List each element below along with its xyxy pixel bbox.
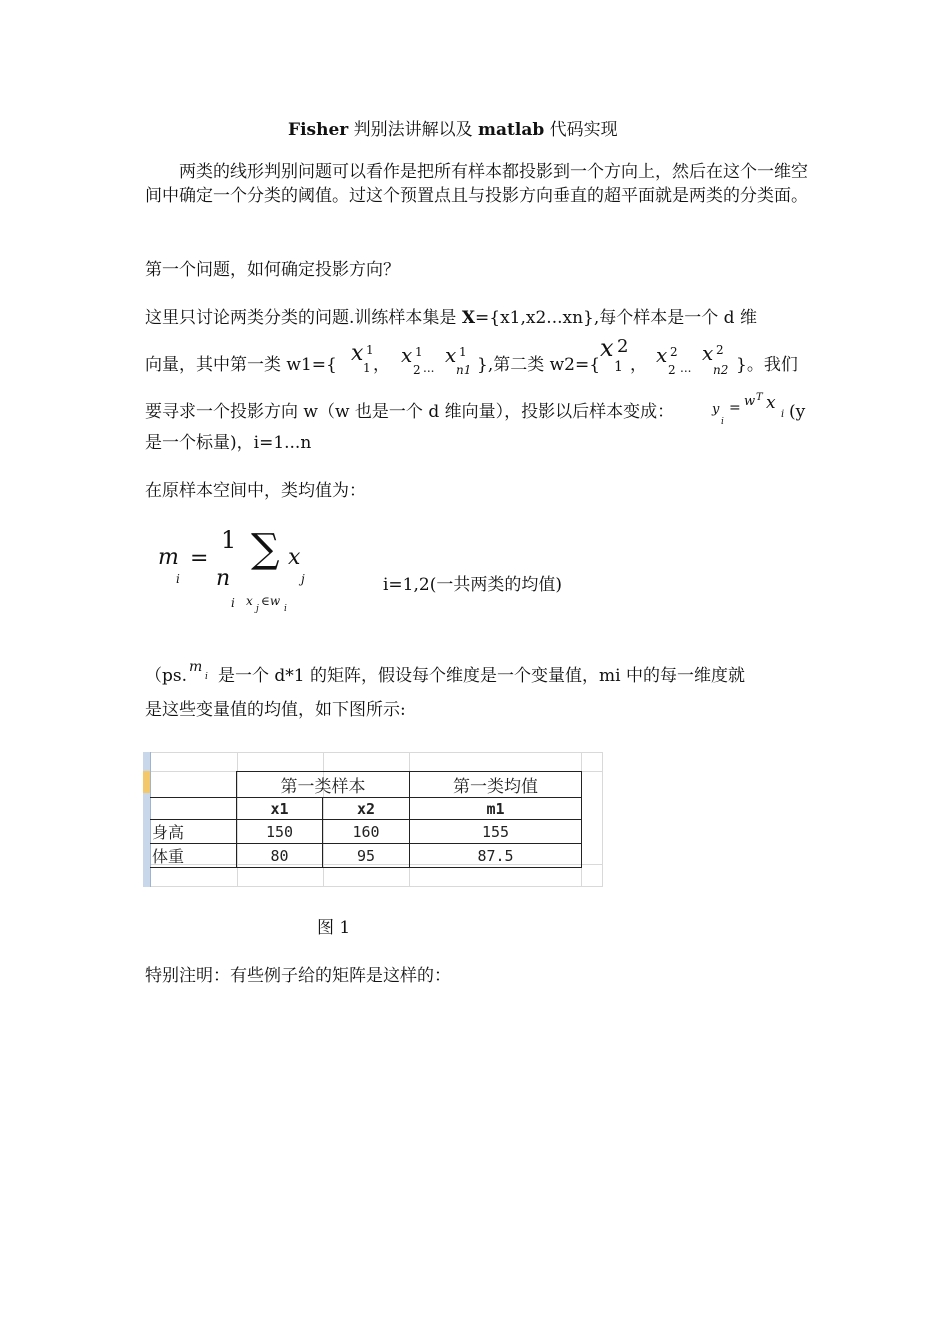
p9-text: 特别注明：有些例子给的矩阵是这样的： bbox=[145, 966, 451, 986]
figure-1-spreadsheet bbox=[143, 752, 603, 887]
formula-sum: ∑ bbox=[251, 526, 280, 572]
math-sub-2a: 2 bbox=[413, 363, 421, 377]
formula-m: m bbox=[158, 545, 179, 570]
p7-text-a: （ps. bbox=[145, 666, 188, 686]
math-eq-1: = bbox=[729, 400, 741, 416]
p3-text-a: 向量，其中第一类 w1={ bbox=[145, 355, 337, 375]
table-corner-cell bbox=[150, 772, 237, 798]
math-sub-2b: 2 bbox=[668, 363, 676, 377]
math-sub-n2: n2 bbox=[713, 363, 729, 377]
table-row bbox=[150, 820, 582, 844]
math-y: y bbox=[712, 402, 720, 417]
formula-sum-w-sub-i: i bbox=[284, 604, 287, 614]
title-mid: 判别法讲解以及 bbox=[348, 120, 479, 140]
table-row bbox=[150, 844, 582, 868]
p2-text-b: ={x1,x2...xn},每个样本是一个 d 维 bbox=[475, 308, 757, 328]
math-x-proj: x bbox=[766, 393, 776, 413]
table-cell-m1: 155 bbox=[410, 820, 582, 844]
math-sup-2c: 2 bbox=[716, 343, 724, 357]
math-y-sub-i: i bbox=[721, 417, 724, 427]
formula-eq: = bbox=[190, 546, 209, 571]
p6-text: 在原样本空间中，类均值为： bbox=[145, 481, 366, 501]
intro-paragraph: 两类的线形判别问题可以看作是把所有样本都投影到一个方向上，然后在这个一维空间中确定一个分类的阈值。过这个预置点且与投影方向垂直的超平面就是两类的分类面。 bbox=[145, 162, 808, 206]
formula-n-sub-i: i bbox=[231, 596, 235, 610]
p8-text: 是这些变量值的均值，如下图所示: bbox=[145, 700, 406, 720]
math-dots-2: ... bbox=[680, 361, 692, 375]
table-group-2-header: 第一类均值 bbox=[410, 772, 582, 798]
table-row-label: 身高 bbox=[150, 820, 237, 844]
sample-table bbox=[150, 771, 582, 868]
formula-sum-j: j bbox=[256, 604, 259, 614]
math-sup-1a: 1 bbox=[366, 343, 374, 357]
table-cell-x2: 95 bbox=[323, 844, 410, 868]
math-sup-1c: 1 bbox=[459, 345, 467, 359]
table-col-x2: x2 bbox=[323, 798, 410, 820]
math-x1-n: x bbox=[445, 343, 457, 367]
p3-text-c: }。我们 bbox=[736, 355, 798, 375]
title-fisher: Fisher bbox=[288, 120, 349, 140]
table-header-row bbox=[150, 772, 582, 798]
formula-numerator: 1 bbox=[221, 526, 237, 554]
title-end: 代码实现 bbox=[544, 120, 618, 140]
table-subheader-row bbox=[150, 798, 582, 820]
math-x1-1: x bbox=[351, 341, 364, 366]
math-x2-2: x bbox=[656, 343, 668, 367]
title-matlab: matlab bbox=[478, 120, 545, 140]
grid-line bbox=[602, 752, 603, 887]
formula-x: x bbox=[288, 545, 301, 570]
table-cell-m1: 87.5 bbox=[410, 844, 582, 868]
math-sub-n1: n1 bbox=[456, 363, 472, 377]
table-col-m1: m1 bbox=[410, 798, 582, 820]
p3-text-b: },第二类 w2={ bbox=[477, 355, 601, 375]
formula-note: i=1,2(一共两类的均值) bbox=[383, 575, 562, 595]
table-cell-x1: 80 bbox=[237, 844, 323, 868]
math-sub-1b: 1 bbox=[614, 359, 623, 375]
math-comma-2: ， bbox=[630, 355, 647, 375]
p4-text-b: (y bbox=[789, 402, 806, 422]
p4-text-a: 要寻求一个投影方向 w（w 也是一个 d 维向量），投影以后样本变成： bbox=[145, 402, 675, 422]
p7-text-b: 是一个 d*1 的矩阵，假设每个维度是一个变量值，mi 中的每一维度就 bbox=[218, 666, 745, 686]
math-x2-1: x bbox=[600, 334, 614, 362]
p2-text-a: 这里只讨论两类分类的问题.训练样本集是 bbox=[145, 308, 462, 328]
question-1: 第一个问题，如何确定投影方向？ bbox=[145, 260, 400, 280]
math-sub-1a: 1 bbox=[363, 361, 371, 375]
figure-caption: 图 1 bbox=[317, 918, 351, 938]
formula-sum-x: x bbox=[246, 594, 253, 608]
math-x-sub-i: i bbox=[781, 409, 785, 420]
row-selection-marker bbox=[143, 771, 150, 793]
math-T: T bbox=[756, 392, 763, 403]
grid-line bbox=[143, 752, 603, 753]
document-title bbox=[288, 115, 618, 140]
formula-m-sub-i: i bbox=[176, 572, 180, 586]
table-col-x1: x1 bbox=[237, 798, 323, 820]
math-dots-1: ... bbox=[423, 361, 435, 375]
table-cell-x1: 150 bbox=[237, 820, 323, 844]
p7-math-m-sub-i: i bbox=[205, 672, 208, 682]
formula-sum-in-w: ∈w bbox=[261, 594, 281, 608]
table-cell-x2: 160 bbox=[323, 820, 410, 844]
math-x2-n: x bbox=[702, 341, 714, 365]
math-sup-2a: 2 bbox=[617, 336, 629, 357]
math-w: w bbox=[744, 394, 756, 409]
math-x1-2: x bbox=[401, 343, 413, 367]
p7-math-m: m bbox=[189, 659, 203, 675]
table-blank-cell bbox=[150, 798, 237, 820]
p2-bold-x: X bbox=[461, 308, 476, 328]
grid-line bbox=[143, 886, 603, 887]
formula-x-sub-j: j bbox=[301, 572, 305, 586]
math-sup-2b: 2 bbox=[670, 345, 678, 359]
math-sup-1b: 1 bbox=[415, 345, 423, 359]
table-row-label: 体重 bbox=[150, 844, 237, 868]
p5-text: 是一个标量)，i=1...n bbox=[145, 433, 312, 453]
training-set-line bbox=[145, 306, 757, 330]
math-comma-1: ， bbox=[373, 355, 390, 375]
formula-n: n bbox=[216, 566, 231, 591]
table-group-1-header: 第一类样本 bbox=[237, 772, 410, 798]
